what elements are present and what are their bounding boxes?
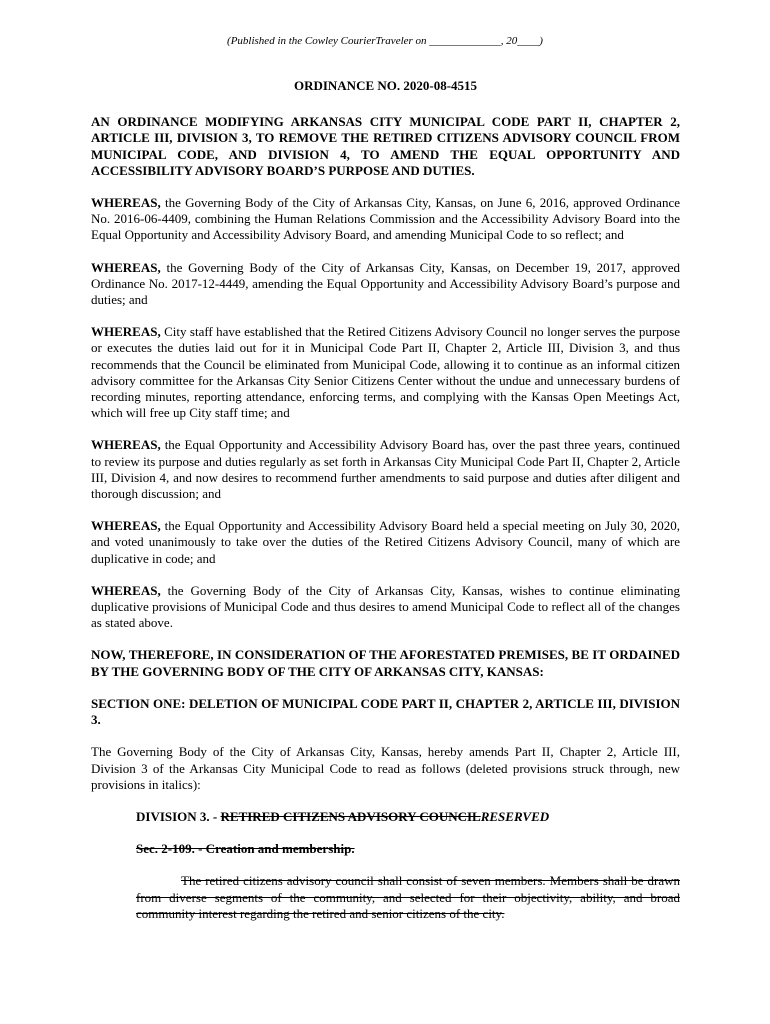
- whereas-text: the Governing Body of the City of Arkansas City, Kansas, on June 6, 2016, approved Ordinance No. 2016-06-4409, combining the Human Relations Commission and the Accessibility Advisory Board into the Equal Opportunity and Accessibility Advisory Board, and amending Municipal Code to so reflect; and: [91, 195, 680, 243]
- division-3-struck-title: RETIRED CITIZENS ADVISORY COUNCIL: [220, 808, 481, 824]
- division-3-new-title: RESERVED: [480, 808, 550, 824]
- whereas-clause: [91, 260, 680, 309]
- publication-line: (Published in the Cowley CourierTraveler on _____________, 20____): [227, 35, 543, 47]
- document-body: [91, 78, 680, 922]
- whereas-lead: WHEREAS,: [91, 582, 161, 598]
- whereas-clause: [91, 437, 680, 502]
- ordinance-title: AN ORDINANCE MODIFYING ARKANSAS CITY MUNICIPAL CODE PART II, CHAPTER 2, ARTICLE III, DIVISION 3, TO REMOVE THE RETIRED CITIZENS ADVISORY COUNCIL FROM MUNICIPAL CODE, AND DIVISION 4, TO AMEND THE EQUAL OPPORTUNITY AND ACCESSIBILITY ADVISORY BOARD’S PURPOSE AND DUTIES.: [91, 114, 680, 178]
- whereas-lead: WHEREAS,: [91, 259, 161, 275]
- whereas-text: the Equal Opportunity and Accessibility Advisory Board has, over the past three years, continued to review its purpose and duties regularly as set forth in Arkansas City Municipal Code Part II, Chapter 2, Article III, Division 4, and now desires to recommend further amendments to said purpose and duties after diligent and thorough discussion; and: [91, 437, 680, 502]
- division-3-heading: [136, 809, 680, 825]
- ordinance-number: ORDINANCE NO. 2020-08-4515: [293, 78, 478, 93]
- sec-2-109-heading: Sec. 2-109. - Creation and membership.: [136, 841, 355, 857]
- resolution-clause: NOW, THEREFORE, IN CONSIDERATION OF THE AFORESTATED PREMISES, BE IT ORDAINED BY THE GOVERNING BODY OF THE CITY OF ARKANSAS CITY, KANSAS:: [91, 647, 680, 679]
- whereas-clause: [91, 583, 680, 632]
- whereas-lead: WHEREAS,: [91, 437, 161, 453]
- sec-2-109-body: The retired citizens advisory council shall consist of seven members. Members shall be drawn from diverse segments of the community, and selected for their objectivity, ability, and broad community interest regarding the retired and senior citizens of the city.: [136, 873, 680, 921]
- division-3-prefix: DIVISION 3. -: [136, 808, 221, 824]
- whereas-clause: [91, 518, 680, 567]
- section-one-heading: SECTION ONE: DELETION OF MUNICIPAL CODE PART II, CHAPTER 2, ARTICLE III, DIVISION 3.: [91, 695, 680, 728]
- section-one-body: The Governing Body of the City of Arkansas City, Kansas, hereby amends Part II, Chapter 2, Article III, Division 3 of the Arkansas City Municipal Code to read as follows (deleted provisions struck through, new provisions in italics):: [91, 744, 680, 792]
- whereas-text: City staff have established that the Retired Citizens Advisory Council no longer serves the purpose or executes the duties laid out for it in Municipal Code Part II, Chapter 2, Article III, Division 3, and thus recommends that the Council be eliminated from Municipal Code, allowing it to continue as an informal citizen advisory committee for the Arkansas City Senior Citizens Center without the undue and unnecessary burdens of recording minutes, reporting attendance, enforcing terms, and complying with the Kansas Open Meetings Act, which will free up City staff time; and: [91, 324, 680, 421]
- whereas-text: the Equal Opportunity and Accessibility Advisory Board held a special meeting on July 30, 2020, and voted unanimously to take over the duties of the Retired Citizens Advisory Council, many of which are duplicative in code; and: [91, 518, 680, 566]
- whereas-lead: WHEREAS,: [91, 324, 161, 340]
- whereas-lead: WHEREAS,: [91, 195, 161, 211]
- whereas-clause: [91, 195, 680, 244]
- whereas-text: the Governing Body of the City of Arkansas City, Kansas, on December 19, 2017, approved Ordinance No. 2017-12-4449, amending the Equal Opportunity and Accessibility Advisory Board’s purpose and duties; and: [91, 259, 680, 308]
- whereas-text: the Governing Body of the City of Arkansas City, Kansas, wishes to continue eliminating duplicative provisions of Municipal Code and thus desires to amend Municipal Code to reflect all of the changes as stated above.: [91, 582, 680, 631]
- whereas-clause: [91, 324, 680, 421]
- whereas-lead: WHEREAS,: [91, 518, 161, 534]
